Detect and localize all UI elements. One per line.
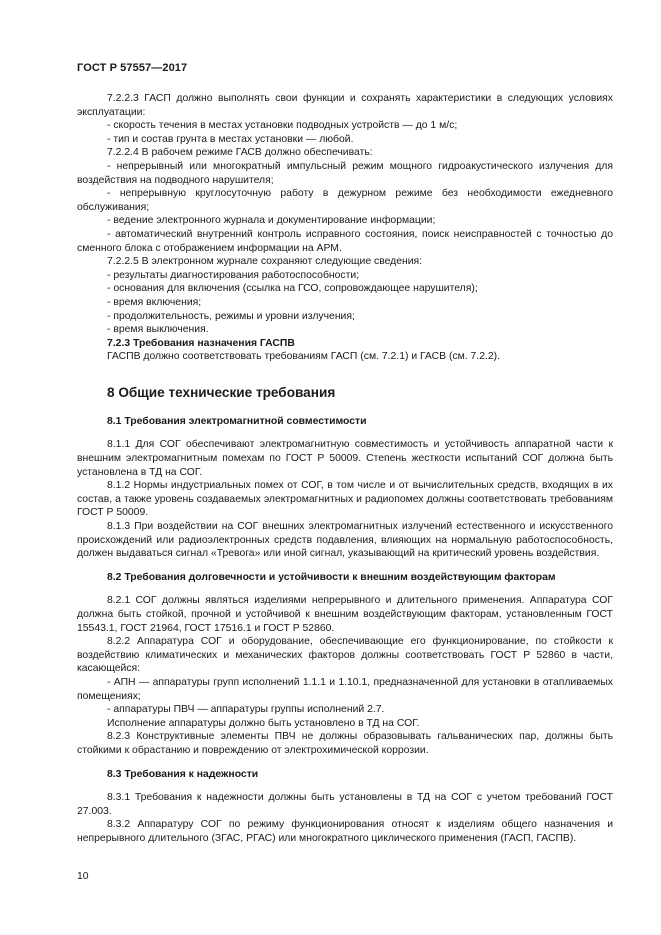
paragraph-8-3-2: 8.3.2 Аппаратуру СОГ по режиму функционирования относят к изделиям общего назначения и непрерывного длительного (ЗГАС, РГАС) или многократного циклического применения (ГАСП, ГАСПВ). [77,819,613,844]
paragraph-8-1-2: 8.1.2 Нормы индустриальных помех от СОГ, в том числе и от вычислительных средств, входящих в их состав, а также уровень создаваемых электромагнитных и радиопомех должны соответствовать требованиям ГОСТ Р 50009. [77,480,613,519]
list-item-soil-type: - тип и состав грунта в местах установки — любой. [107,133,354,145]
paragraph-8-2-1: 8.2.1 СОГ должны являться изделиями непрерывного и длительного применения. Аппаратура СОГ должна быть стойкой, прочной и устойчивой к внешним воздействующим факторам, установленным ГОСТ 15543.1, ГОСТ 21964, ГОСТ 17516.1 и ГОСТ Р 52860. [77,595,613,634]
page-number: 10 [77,871,89,882]
subsection-heading-8-2: 8.2 Требования долговечности и устойчивости к внешним воздействующим факторам [107,571,556,583]
subsection-heading-8-3: 8.3 Требования к надежности [107,768,259,780]
list-item-apn: - АПН — аппаратуры групп исполнений 1.1.1 и 1.10.1, предназначенной для установки в отапливаемых помещениях; [77,676,613,702]
subsection-heading-8-1: 8.1 Требования электромагнитной совместимости [107,415,367,427]
list-item-self-check: - автоматический внутренний контроль исправного состояния, поиск неисправностей с точностью до сменного блока с отображением информации на АРМ. [77,228,613,254]
paragraph-8-2-2: 8.2.2 Аппаратура СОГ и оборудование, обеспечивающие его функционирование, по стойкости к воздействию климатических и механических факторов должны соответствовать ГОСТ Р 52860 в части, касающейся: [77,636,613,675]
paragraph-8-3-1: 8.3.1 Требования к надежности должны быть установлены в ТД на СОГ с учетом требований ГОСТ 27.003. [77,792,613,817]
paragraph-7-2-2-4: 7.2.2.4 В рабочем режиме ГАСВ должно обеспечивать: [107,147,373,159]
list-item-activation-reason: - основания для включения (ссылка на ГСО, сопровождающее нарушителя); [107,283,478,295]
list-item-flow-speed: - скорость течения в местах установки подводных устройств — до 1 м/с; [107,120,458,132]
paragraph-execution: Исполнение аппаратуры должно быть установлено в ТД на СОГ. [107,717,420,729]
paragraph-gaspv: ГАСПВ должно соответствовать требованиям ГАСП (см. 7.2.1) и ГАСВ (см. 7.2.2). [107,351,500,363]
list-item-emission-params: - продолжительность, режимы и уровни излучения; [107,310,355,322]
list-item-on-time: - время включения; [107,296,202,308]
list-item-continuous-operation: - непрерывную круглосуточную работу в дежурном режиме без необходимости ежедневного обслуживания; [77,188,613,213]
document-code-header: ГОСТ Р 57557—2017 [77,62,188,74]
page-content [77,92,613,846]
paragraph-8-1-3: 8.1.3 При воздействии на СОГ внешних электромагнитных излучений естественного и искусственного происхождений или радиоэлектронных средств подавления, влияющих на нормальную работоспособность, должен выдаваться сигнал «Тревога» или иной сигнал, указывающий на критический уровень воздействия. [77,521,613,560]
section-heading-8: 8 Общие технические требования [107,384,336,400]
list-item-off-time: - время выключения. [107,324,209,336]
paragraph-7-2-2-3: 7.2.2.3 ГАСП должно выполнять свои функции и сохранять характеристики в следующих условиях эксплуатации: [77,93,613,118]
paragraph-8-1-1: 8.1.1 Для СОГ обеспечивают электромагнитную совместимость и устойчивость аппаратной части к внешним электромагнитным помехам по ГОСТ Р 50009. Степень жесткости испытаний СОГ должна быть установлена в ТД на СОГ. [77,439,613,478]
subsection-heading-7-2-3: 7.2.3 Требования назначения ГАСПВ [107,337,295,349]
paragraph-7-2-2-5: 7.2.2.5 В электронном журнале сохраняют следующие сведения: [107,256,423,268]
list-item-pvch: - аппаратуры ПВЧ — аппаратуры группы исполнений 2.7. [107,704,385,716]
list-item-electronic-log: - ведение электронного журнала и документирование информации; [107,215,436,227]
paragraph-8-2-3: 8.2.3 Конструктивные элементы ПВЧ не должны образовывать гальванических пар, должны быть стойкими к обрастанию и повреждению от электрохимической коррозии. [77,731,613,756]
list-item-diagnostics: - результаты диагностирования работоспособности; [107,269,360,281]
list-item-emission-mode: - непрерывный или многократный импульсный режим мощного гидроакустического излучения для воздействия на подводного нарушителя; [77,160,613,186]
